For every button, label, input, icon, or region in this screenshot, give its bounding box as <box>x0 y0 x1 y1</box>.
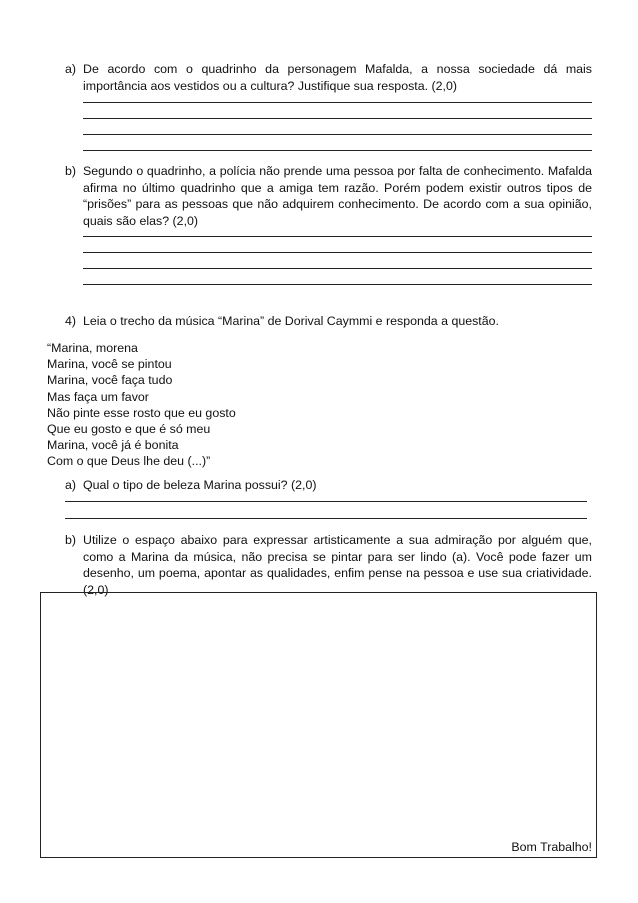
answer-line[interactable] <box>83 284 592 285</box>
answer-line[interactable] <box>65 501 587 502</box>
answer-line[interactable] <box>83 102 592 103</box>
song-excerpt <box>47 340 236 470</box>
poem-line: Marina, você já é bonita <box>47 438 179 453</box>
answer-line[interactable] <box>65 518 587 519</box>
poem-line: Com o que Deus lhe deu (...)” <box>47 454 211 469</box>
question-marker: b) <box>65 533 77 547</box>
answer-line[interactable] <box>83 252 592 253</box>
poem-line: Mas faça um favor <box>47 389 149 404</box>
question-marker: b) <box>65 164 77 178</box>
poem-line: Que eu gosto e que é só meu <box>47 422 211 437</box>
question-text: Qual o tipo de beleza Marina possui? (2,0) <box>83 478 317 492</box>
answer-line[interactable] <box>83 118 592 119</box>
question-text: Utilize o espaço abaixo para expressar artisticamente a sua admiração por alguém que, como a Marina da música, não precisa se pintar para ser lindo (a). Você pode fazer um desenho, um poema, apontar as qualidades, enfim pense na pessoa e use sua criatividade. (2,0) <box>83 533 592 597</box>
closing-message: Bom Trabalho! <box>511 840 592 854</box>
poem-line: “Marina, morena <box>47 341 138 355</box>
question-text: De acordo com o quadrinho da personagem Mafalda, a nossa sociedade dá mais importância aos vestidos ou a cultura? Justifique sua resposta. (2,0) <box>83 62 592 93</box>
answer-line[interactable] <box>83 268 592 269</box>
poem-line: Marina, você faça tudo <box>47 373 173 388</box>
poem-line: Marina, você se pintou <box>47 357 172 372</box>
question-marker: a) <box>65 62 77 76</box>
answer-line[interactable] <box>83 236 592 237</box>
answer-line[interactable] <box>83 134 592 135</box>
question-marker: 4) <box>65 314 77 328</box>
question-text: Leia o trecho da música “Marina” de Dorival Caymmi e responda a questão. <box>83 314 499 328</box>
poem-line: Não pinte esse rosto que eu gosto <box>47 405 236 420</box>
question-marker: a) <box>65 478 77 492</box>
drawing-answer-box[interactable] <box>40 592 597 858</box>
answer-line[interactable] <box>83 150 592 151</box>
question-text: Segundo o quadrinho, a polícia não prende uma pessoa por falta de conhecimento. Mafalda afirma no último quadrinho que a amiga tem razão. Porém podem existir outros tipos de “prisões” para as pessoas que não adquirem conhecimento. De acordo com a sua opinião, quais são elas? (2,0) <box>83 164 592 228</box>
